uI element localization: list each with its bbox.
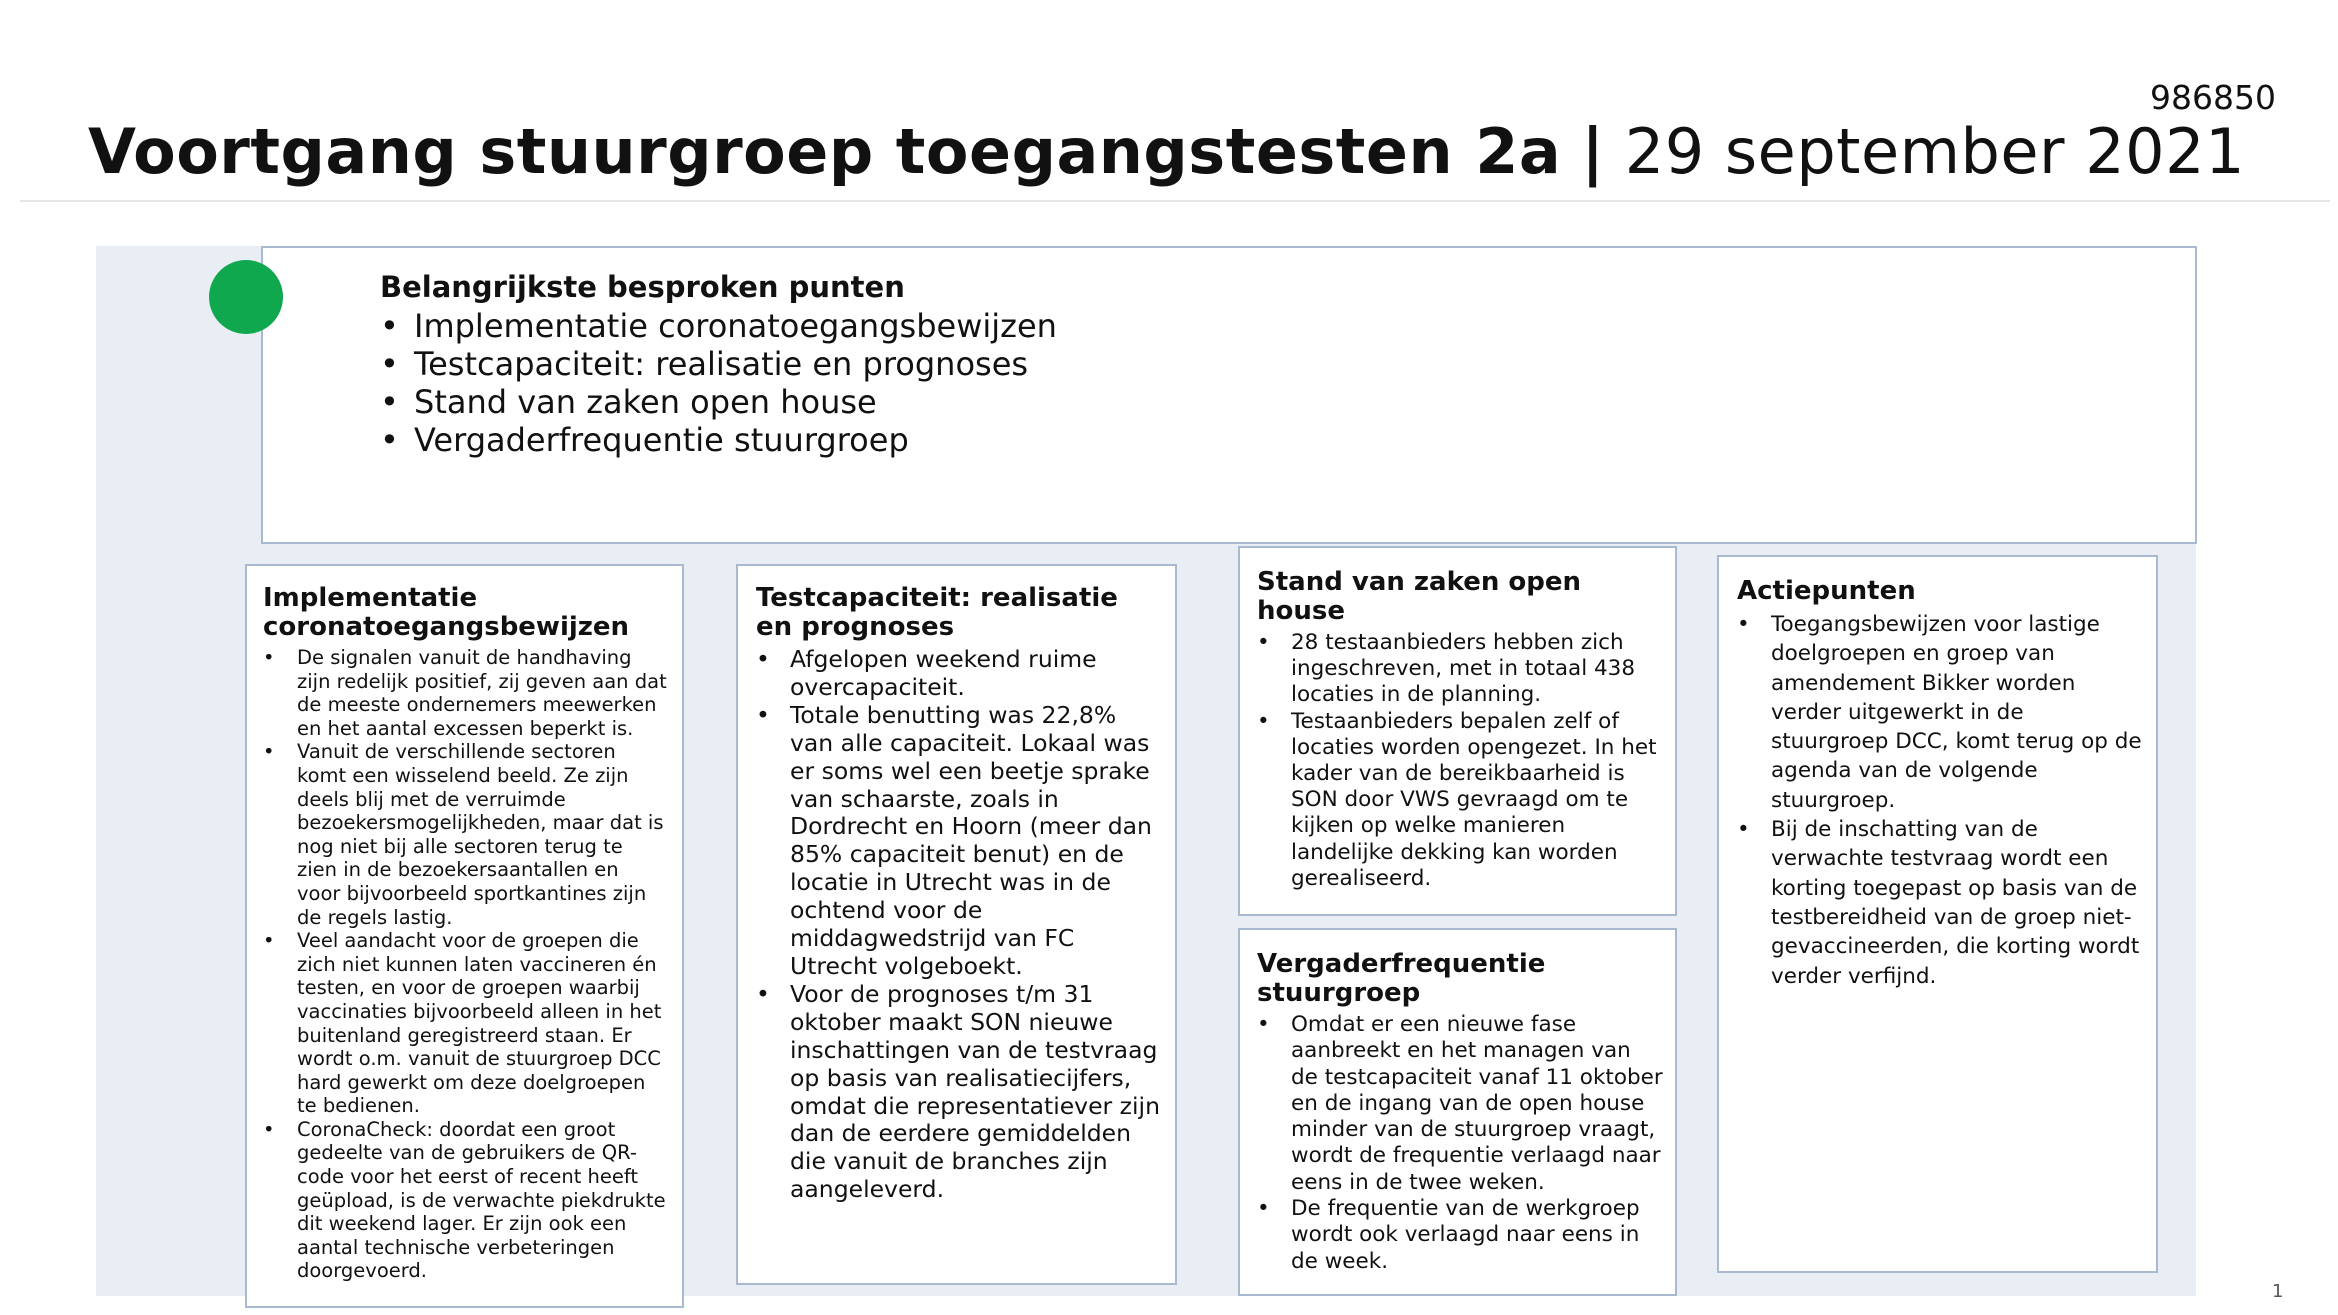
implementatie-heading: Implementatie coronatoegangsbewijzen (263, 583, 630, 642)
vergaderfrequentie-box (1238, 928, 1677, 1296)
actiepunten-item: • Toegangsbewijzen voor lastige doelgroepen en groep van amendement Bikker worden verder uitgewerkt in de stuurgroep DCC, komt terug op de agenda van de volgende stuurgroep. (1737, 610, 2144, 815)
testcapaciteit-box (736, 564, 1177, 1285)
testcapaciteit-item: • Totale benutting was 22,8% van alle capaciteit. Lokaal was er soms wel een beetje sprake van schaarste, zoals in Dordrecht en Hoorn (meer dan 85% capaciteit benut) en de locatie in Utrecht was in de ochtend voor de middagwedstrijd van FC Utrecht volgeboekt. (756, 702, 1163, 981)
testcapaciteit-list (756, 646, 1163, 1204)
document-id: 986850 (2150, 78, 2276, 117)
openhouse-list (1257, 630, 1663, 892)
title-separator: | (1581, 115, 1605, 188)
vergaderfrequentie-item: • Omdat er een nieuwe fase aanbreekt en het managen van de testcapaciteit vanaf 11 oktober en de ingang van de open house minder van de stuurgroep vraagt, wordt de frequentie verlaagd naar eens in de twee weken. (1257, 1012, 1663, 1196)
openhouse-item: • 28 testaanbieders hebben zich ingeschreven, met in totaal 438 locaties in de planning. (1257, 630, 1663, 709)
vergaderfrequentie-heading: Vergaderfrequentie stuurgroep (1257, 949, 1546, 1008)
title-divider (20, 200, 2330, 202)
summary-item: • Stand van zaken open house (380, 383, 2195, 421)
summary-heading: Belangrijkste besproken punten (380, 270, 905, 304)
actiepunten-box (1717, 555, 2158, 1273)
implementatie-item: • Vanuit de verschillende sectoren komt een wisselend beeld. Ze zijn deels blij met de verruimde bezoekersmogelijkheden, maar dat is nog niet bij alle sectoren terug te zien in de bezoekersaantallen en voor bijvoorbeeld sportkantines zijn de regels lastig. (263, 740, 668, 929)
implementatie-item: • De signalen vanuit de handhaving zijn redelijk positief, zij geven aan dat de meeste ondernemers meewerken en het aantal excessen beperkt is. (263, 646, 668, 740)
title-date: 29 september 2021 (1624, 115, 2246, 188)
title-main: Voortgang stuurgroep toegangstesten 2a (88, 115, 1562, 188)
testcapaciteit-heading: Testcapaciteit: realisatie en prognoses (756, 583, 1118, 642)
testcapaciteit-item: • Afgelopen weekend ruime overcapaciteit. (756, 646, 1163, 702)
implementatie-box (245, 564, 684, 1308)
implementatie-item: • CoronaCheck: doordat een groot gedeelte van de gebruikers de QR-code voor het eerst of recent heeft geüpload, is de verwachte piekdrukte dit weekend lager. Er zijn ook een aantal technische verbeteringen doorgevoerd. (263, 1118, 668, 1283)
page-number: 1 (2272, 1281, 2284, 1302)
openhouse-item: • Testaanbieders bepalen zelf of locaties worden opengezet. In het kader van de bereikbaarheid is SON door VWS gevraagd om te kijken op welke manieren landelijke dekking kan worden gerealiseerd. (1257, 709, 1663, 892)
summary-box (261, 246, 2197, 544)
vergaderfrequentie-list (1257, 1012, 1663, 1275)
status-indicator-dot (209, 260, 283, 334)
openhouse-box (1238, 546, 1677, 916)
actiepunten-heading: Actiepunten (1737, 576, 1916, 606)
page-title (88, 115, 2245, 188)
testcapaciteit-item: • Voor de prognoses t/m 31 oktober maakt SON nieuwe inschattingen van de testvraag op basis van realisatiecijfers, omdat die representatiever zijn dan de eerdere gemiddelden die vanuit de branches zijn aangeleverd. (756, 981, 1163, 1204)
implementatie-item: • Veel aandacht voor de groepen die zich niet kunnen laten vaccineren én testen, en voor de groepen waarbij vaccinaties bijvoorbeeld alleen in het buitenland geregistreerd staan. Er wordt o.m. vanuit de stuurgroep DCC hard gewerkt om deze doelgroepen te bedienen. (263, 929, 668, 1118)
summary-item: • Vergaderfrequentie stuurgroep (380, 421, 2195, 459)
summary-list (380, 307, 2195, 459)
summary-item: • Implementatie coronatoegangsbewijzen (380, 307, 2195, 345)
implementatie-list (263, 646, 668, 1283)
summary-item: • Testcapaciteit: realisatie en prognoses (380, 345, 2195, 383)
actiepunten-list (1737, 610, 2144, 991)
openhouse-heading: Stand van zaken open house (1257, 567, 1582, 626)
actiepunten-item: • Bij de inschatting van de verwachte testvraag wordt een korting toegepast op basis van de testbereidheid van de groep niet-gevaccineerden, die korting wordt verder verfijnd. (1737, 815, 2144, 991)
vergaderfrequentie-item: • De frequentie van de werkgroep wordt ook verlaagd naar eens in de week. (1257, 1196, 1663, 1275)
